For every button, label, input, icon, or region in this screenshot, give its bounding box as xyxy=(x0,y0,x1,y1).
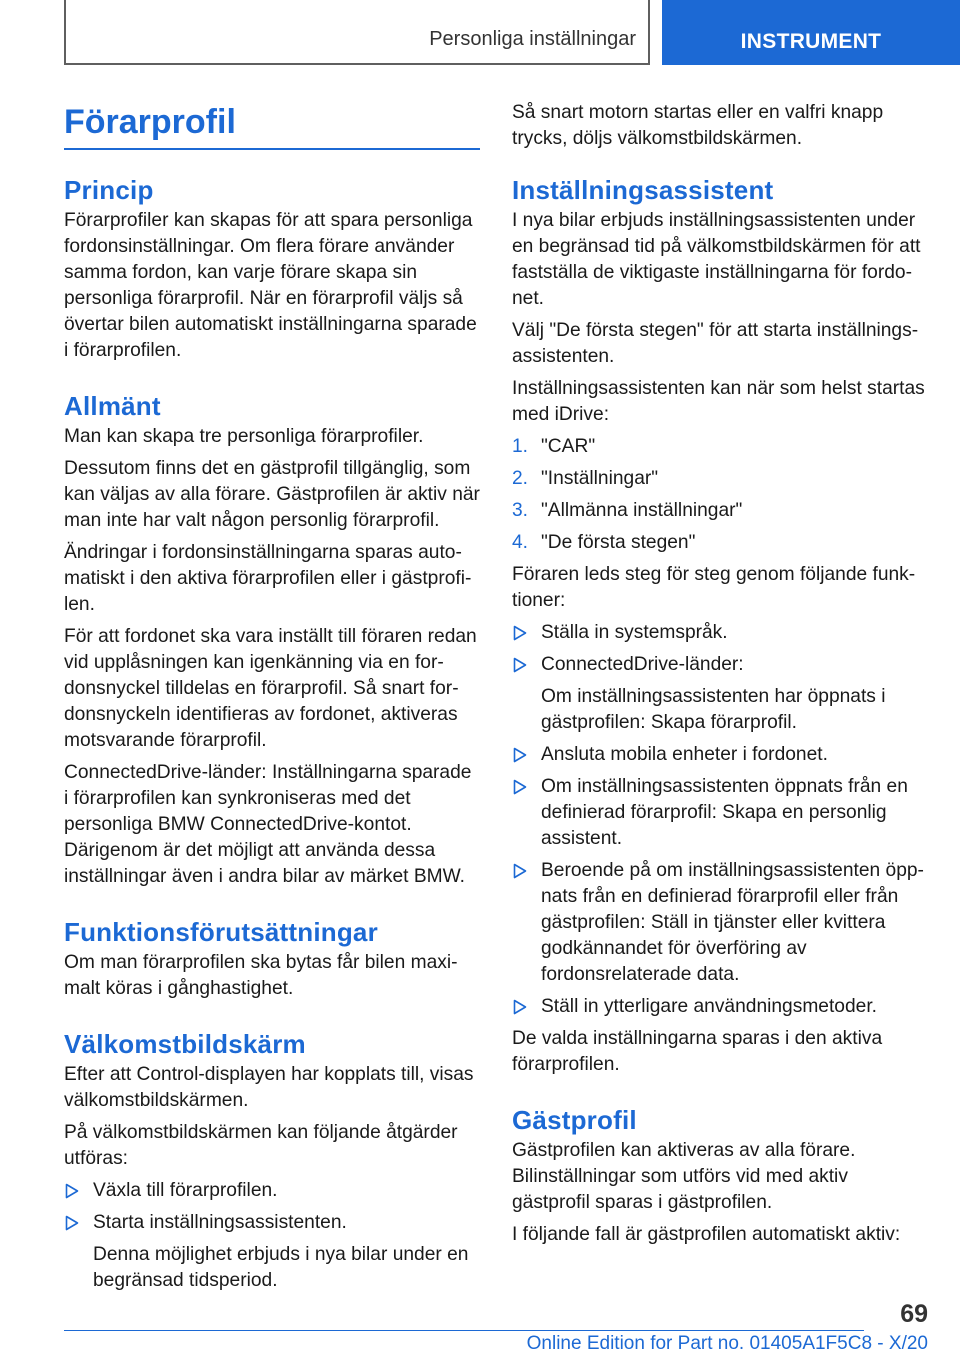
page-title: Förarprofil xyxy=(64,103,236,141)
list-item xyxy=(512,994,928,1020)
step-text: "CAR" xyxy=(541,436,596,457)
assistant-p1: I nya bilar erbjuds inställningsassistenten under en begränsad tid på välkomstbildskärmen för att fastställa de viktigaste inställningarna för fordonet. xyxy=(512,210,921,309)
list-item-text: Växla till förarprofilen. xyxy=(93,1180,278,1201)
list-item xyxy=(512,742,928,768)
list-item xyxy=(512,498,928,524)
general-p3: Ändringar i fordonsinställningarna sparas automatiskt i den aktiva förarprofilen eller i gästprofilen. xyxy=(64,542,472,615)
assistant-p5: De valda inställningarna sparas i den aktiva förarprofilen. xyxy=(512,1028,883,1075)
list-item xyxy=(64,1178,480,1204)
list-item-subtext: Denna möjlighet erbjuds i nya bilar under en begränsad tidsperiod. xyxy=(93,1244,469,1291)
intro-text: Så snart motorn startas eller en valfri knapp trycks, döljs välkomstbildskärmen. xyxy=(512,102,884,149)
title-divider xyxy=(64,148,480,150)
triangle-right-icon xyxy=(65,1183,79,1199)
heading-principle: Princip xyxy=(64,175,154,205)
page-number: 69 xyxy=(900,1300,928,1328)
step-text: "Inställningar" xyxy=(541,468,659,489)
guest-p2: I följande fall är gästprofilen automatiskt aktiv: xyxy=(512,1224,901,1245)
list-item xyxy=(512,652,928,736)
step-number: 2. xyxy=(512,468,529,489)
triangle-right-icon xyxy=(513,779,527,795)
idrive-steps-list xyxy=(512,434,928,556)
list-item-text: Ställa in systemspråk. xyxy=(541,622,728,643)
welcome-actions-list xyxy=(64,1178,480,1294)
assistant-p2: Välj "De första stegen" för att starta inställningsassistenten. xyxy=(512,320,919,367)
triangle-right-icon xyxy=(513,999,527,1015)
footer-edition: Online Edition for Part no. 01405A1F5C8 - X/20 xyxy=(526,1333,928,1354)
header-chapter-tab[interactable]: INSTRUMENT xyxy=(662,0,960,65)
list-item xyxy=(512,530,928,556)
list-item-text: Om inställningsassistenten öppnats från en definierad förarprofil: Skapa en personlig assistent. xyxy=(541,776,908,849)
step-text: "Allmänna inställningar" xyxy=(541,500,743,521)
triangle-right-icon xyxy=(513,863,527,879)
left-column xyxy=(64,100,480,1300)
heading-settings-assistant: Inställningsassistent xyxy=(512,175,774,205)
welcome-p1: Efter att Control-displayen har kopplats till, visas välkomstbildskärmen. xyxy=(64,1064,474,1111)
list-item xyxy=(512,858,928,988)
footer-divider xyxy=(64,1330,864,1331)
list-item xyxy=(512,620,928,646)
general-p1: Man kan skapa tre personliga förarprofiler. xyxy=(64,426,424,447)
assistant-p3: Inställningsassistenten kan när som helst startas med iDrive: xyxy=(512,378,925,425)
heading-general: Allmänt xyxy=(64,391,161,421)
triangle-right-icon xyxy=(513,625,527,641)
requirements-text: Om man förarprofilen ska bytas får bilen maximalt köras i gånghastighet. xyxy=(64,952,458,999)
step-number: 4. xyxy=(512,532,529,553)
principle-text: Förarprofiler kan skapas för att spara personliga fordonsinställningar. Om flera förare använder samma fordon, kan varje förare skapa sin personliga förarprofil. När en förarprofil väljs så övertar bilen automatiskt inställningarna sparade i förarprofilen. xyxy=(64,210,477,361)
guest-p1: Gästprofilen kan aktiveras av alla förare. Bilinställningar som utförs vid med aktiv gästprofil sparas i gästprofilen. xyxy=(512,1140,856,1213)
general-p4: För att fordonet ska vara inställt till föraren redan vid upplåsningen kan igenkänning via en fordonsnyckel tilldelas en förarprofil. Så snart fordonsnyckeln identifieras av fordonet, aktiveras motsvarande förarprofil. xyxy=(64,626,477,751)
triangle-right-icon xyxy=(513,747,527,763)
right-column xyxy=(512,100,928,1254)
list-item-text: ConnectedDrive-länder: xyxy=(541,654,744,675)
triangle-right-icon xyxy=(65,1215,79,1231)
heading-welcome-screen: Välkomstbildskärm xyxy=(64,1029,306,1059)
step-text: "De första stegen" xyxy=(541,532,696,553)
heading-guest-profile: Gästprofil xyxy=(512,1105,637,1135)
list-item xyxy=(512,434,928,460)
list-item-text: Ställ in ytterligare användningsmetoder. xyxy=(541,996,877,1017)
list-item-text: Beroende på om inställningsassistenten öppnats från en definierad förarprofil eller från gästprofilen: Ställ in tjänster eller kvittera godkännandet för överföring av fordonsrelaterade data. xyxy=(541,860,924,985)
general-p5: ConnectedDrive-länder: Inställningarna sparade i förarprofilen kan synkroniseras med det personliga BMW ConnectedDrive-kontot. Därigenom är det möjligt att använda dessa inställningar även i andra bilar av märket BMW. xyxy=(64,762,472,887)
assistant-functions-list xyxy=(512,620,928,1020)
header-section-title: Personliga inställningar xyxy=(429,28,636,50)
list-item-text: Starta inställningsassistenten. xyxy=(93,1212,347,1233)
list-item-subtext: Om inställningsassistenten har öppnats i gästprofilen: Skapa förarprofil. xyxy=(541,686,886,733)
list-item xyxy=(64,1210,480,1294)
list-item-text: Ansluta mobila enheter i fordonet. xyxy=(541,744,828,765)
triangle-right-icon xyxy=(513,657,527,673)
welcome-p2: På välkomstbildskärmen kan följande åtgärder utföras: xyxy=(64,1122,458,1169)
step-number: 3. xyxy=(512,500,529,521)
page-header xyxy=(64,0,960,65)
general-p2: Dessutom finns det en gästprofil tillgänglig, som kan väljas av alla förare. Gästprofilen är aktiv när man inte har valt någon personlig förarprofil. xyxy=(64,458,480,531)
assistant-p4: Föraren leds steg för steg genom följande funktioner: xyxy=(512,564,916,611)
list-item xyxy=(512,466,928,492)
list-item xyxy=(512,774,928,852)
heading-requirements: Funktionsförutsättningar xyxy=(64,917,378,947)
step-number: 1. xyxy=(512,436,529,457)
